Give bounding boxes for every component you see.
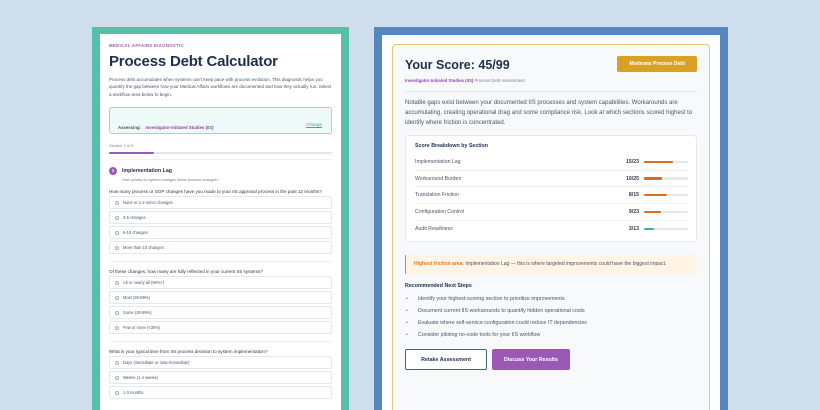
assessment-suffix: Process Debt Assessment [474,78,525,83]
option-label: Weeks (1-4 weeks) [123,375,158,381]
radio-icon[interactable] [115,281,119,285]
option-label: Most (60-89%) [123,295,150,301]
question-text: Of these changes, how many are fully reflected in your current IIS systems? [109,268,263,274]
radio-icon[interactable] [115,361,119,365]
option-label: Some (30-59%) [123,310,152,316]
question-text: How many process or SOP changes have you made to your IIS approval process in the past 12 months? [109,188,322,194]
radio-icon[interactable] [115,216,119,220]
option-label: None or 1-2 minor changes [123,200,173,206]
breakdown-score: 15/23 [626,158,639,165]
score-title: Your Score: 45/99 [405,57,510,72]
radio-option[interactable] [109,241,332,254]
divider [109,159,332,160]
bullet-icon: • [406,332,408,339]
breakdown-bar [644,194,688,196]
results-card [382,35,720,410]
radio-icon[interactable] [115,376,119,380]
breakdown-label: Audit Readiness [415,226,453,233]
score-breakdown [405,135,697,242]
bullet-icon: • [406,296,408,303]
list-item [405,293,697,305]
radio-option[interactable] [109,226,332,239]
assessing-label: Assessing: [118,124,141,130]
assessing-value: Investigator-Initiated Studies (IIS) [145,124,214,130]
next-step-text: Identify your highest-scoring section to prioritize improvements [418,296,565,303]
radio-icon[interactable] [115,231,119,235]
option-label: 6-10 changes [123,230,148,236]
highest-friction-callout [405,255,697,274]
friction-label: Highest friction area: [414,261,465,268]
bullet-icon: • [406,320,408,327]
list-item [405,317,697,329]
option-label: 1-3 months [123,390,144,396]
breakdown-label: Configuration Control [415,208,465,215]
breakdown-bar-fill [644,194,667,196]
divider [109,261,332,262]
action-buttons [405,349,697,370]
question-block-2 [109,269,332,334]
divider [405,91,697,92]
breakdown-score: 8/15 [628,192,639,199]
radio-option[interactable] [109,211,332,224]
option-label: All or nearly all (90%+) [123,280,165,286]
radio-icon[interactable] [115,326,119,330]
page-title: Process Debt Calculator [109,53,278,70]
option-label: 3-5 changes [123,215,146,221]
breakdown-row [415,221,688,238]
radio-option[interactable] [109,196,332,209]
list-item [405,305,697,317]
breakdown-bar [644,177,688,179]
discuss-results-button[interactable]: Discuss Your Results [492,349,570,370]
next-step-text: Evaluate where self-service configuration could reduce IT dependencies [418,320,587,327]
results-box [392,44,710,410]
radio-icon[interactable] [115,246,119,250]
breakdown-label: Translation Friction [415,192,459,199]
radio-option[interactable] [109,356,332,369]
breakdown-score: 3/13 [628,226,639,233]
next-steps-title: Recommended Next Steps [405,283,472,290]
retake-assessment-button[interactable]: Retake Assessment [405,349,487,370]
breakdown-label: Implementation Lag [415,158,461,165]
score-header [405,56,697,72]
breakdown-bar-fill [644,161,673,163]
breakdown-row [415,187,688,204]
breakdown-bar-fill [644,177,662,179]
breakdown-label: Workaround Burden [415,175,462,182]
section-header [109,167,332,175]
breakdown-bar-fill [644,211,661,213]
radio-icon[interactable] [115,391,119,395]
next-step-text: Consider piloting no-code tools for your IIS workflow [418,332,541,339]
breakdown-bar [644,211,688,213]
radio-option[interactable] [109,276,332,289]
breakdown-row [415,171,688,188]
assessing-box [109,107,332,134]
severity-badge: Moderate Process Debt [617,56,697,72]
friction-text: Implementation Lag — this is where targeted improvements could have the biggest impact. [465,261,667,268]
option-label: More than 10 changes [123,245,164,251]
section-number-badge: 1 [109,167,117,175]
breakdown-bar [644,228,688,230]
question-block-3 [109,349,332,399]
option-label: Few or none (<30%) [123,325,161,331]
breakdown-bar [644,161,688,163]
breakdown-title: Score Breakdown by Section [415,143,489,149]
divider [109,341,332,342]
calculator-panel-frame [92,27,349,410]
radio-icon[interactable] [115,311,119,315]
section-subtitle: How quickly do system changes follow process changes? [122,177,219,182]
intro-text: Process debt accumulates when systems can't keep pace with process evolution. This diagnostic helps you quantify the gap between how your Medical Affairs workflows are documented and how they actually run. Select a workflow area below to begin. [109,77,332,97]
change-link[interactable]: Change [306,121,322,127]
question-text: What is your typical time from IIS process decision to system implementation? [109,348,268,354]
progress-bar-fill [109,152,154,154]
section-title: Implementation Lag [122,167,173,174]
question-block-1 [109,189,332,254]
assessment-area: Investigator-Initiated Studies (IIS) [405,78,474,83]
assessment-meta [405,78,697,83]
progress-bar [109,152,332,154]
breakdown-score: 10/25 [626,175,639,182]
breakdown-row [415,204,688,221]
results-panel-frame [374,27,728,410]
bullet-icon: • [406,308,408,315]
list-item [405,329,697,341]
radio-option[interactable] [109,306,332,319]
radio-option[interactable] [109,386,332,399]
next-steps-list [405,293,697,341]
radio-icon[interactable] [115,201,119,205]
score-summary: Notable gaps exist between your documented IIS processes and system capabilities. Workarounds are accumulating, creating operational drag and some compliance risk. Look at which sections scored highest to identify where friction is concentrated. [405,100,693,126]
radio-icon[interactable] [115,296,119,300]
calculator-card [100,34,341,410]
radio-option[interactable] [109,291,332,304]
breakdown-bar-fill [644,228,654,230]
breakdown-score: 9/23 [628,208,639,215]
next-step-text: Document current IIS workarounds to quantify hidden operational costs [418,308,585,315]
section-progress-label: Section 1 of 5 [109,142,134,148]
breakdown-row [415,154,688,171]
option-label: Days (immediate or near-immediate) [123,360,190,366]
radio-option[interactable] [109,321,332,334]
radio-option[interactable] [109,371,332,384]
eyebrow-label: MEDICAL AFFAIRS DIAGNOSTIC [109,43,184,48]
